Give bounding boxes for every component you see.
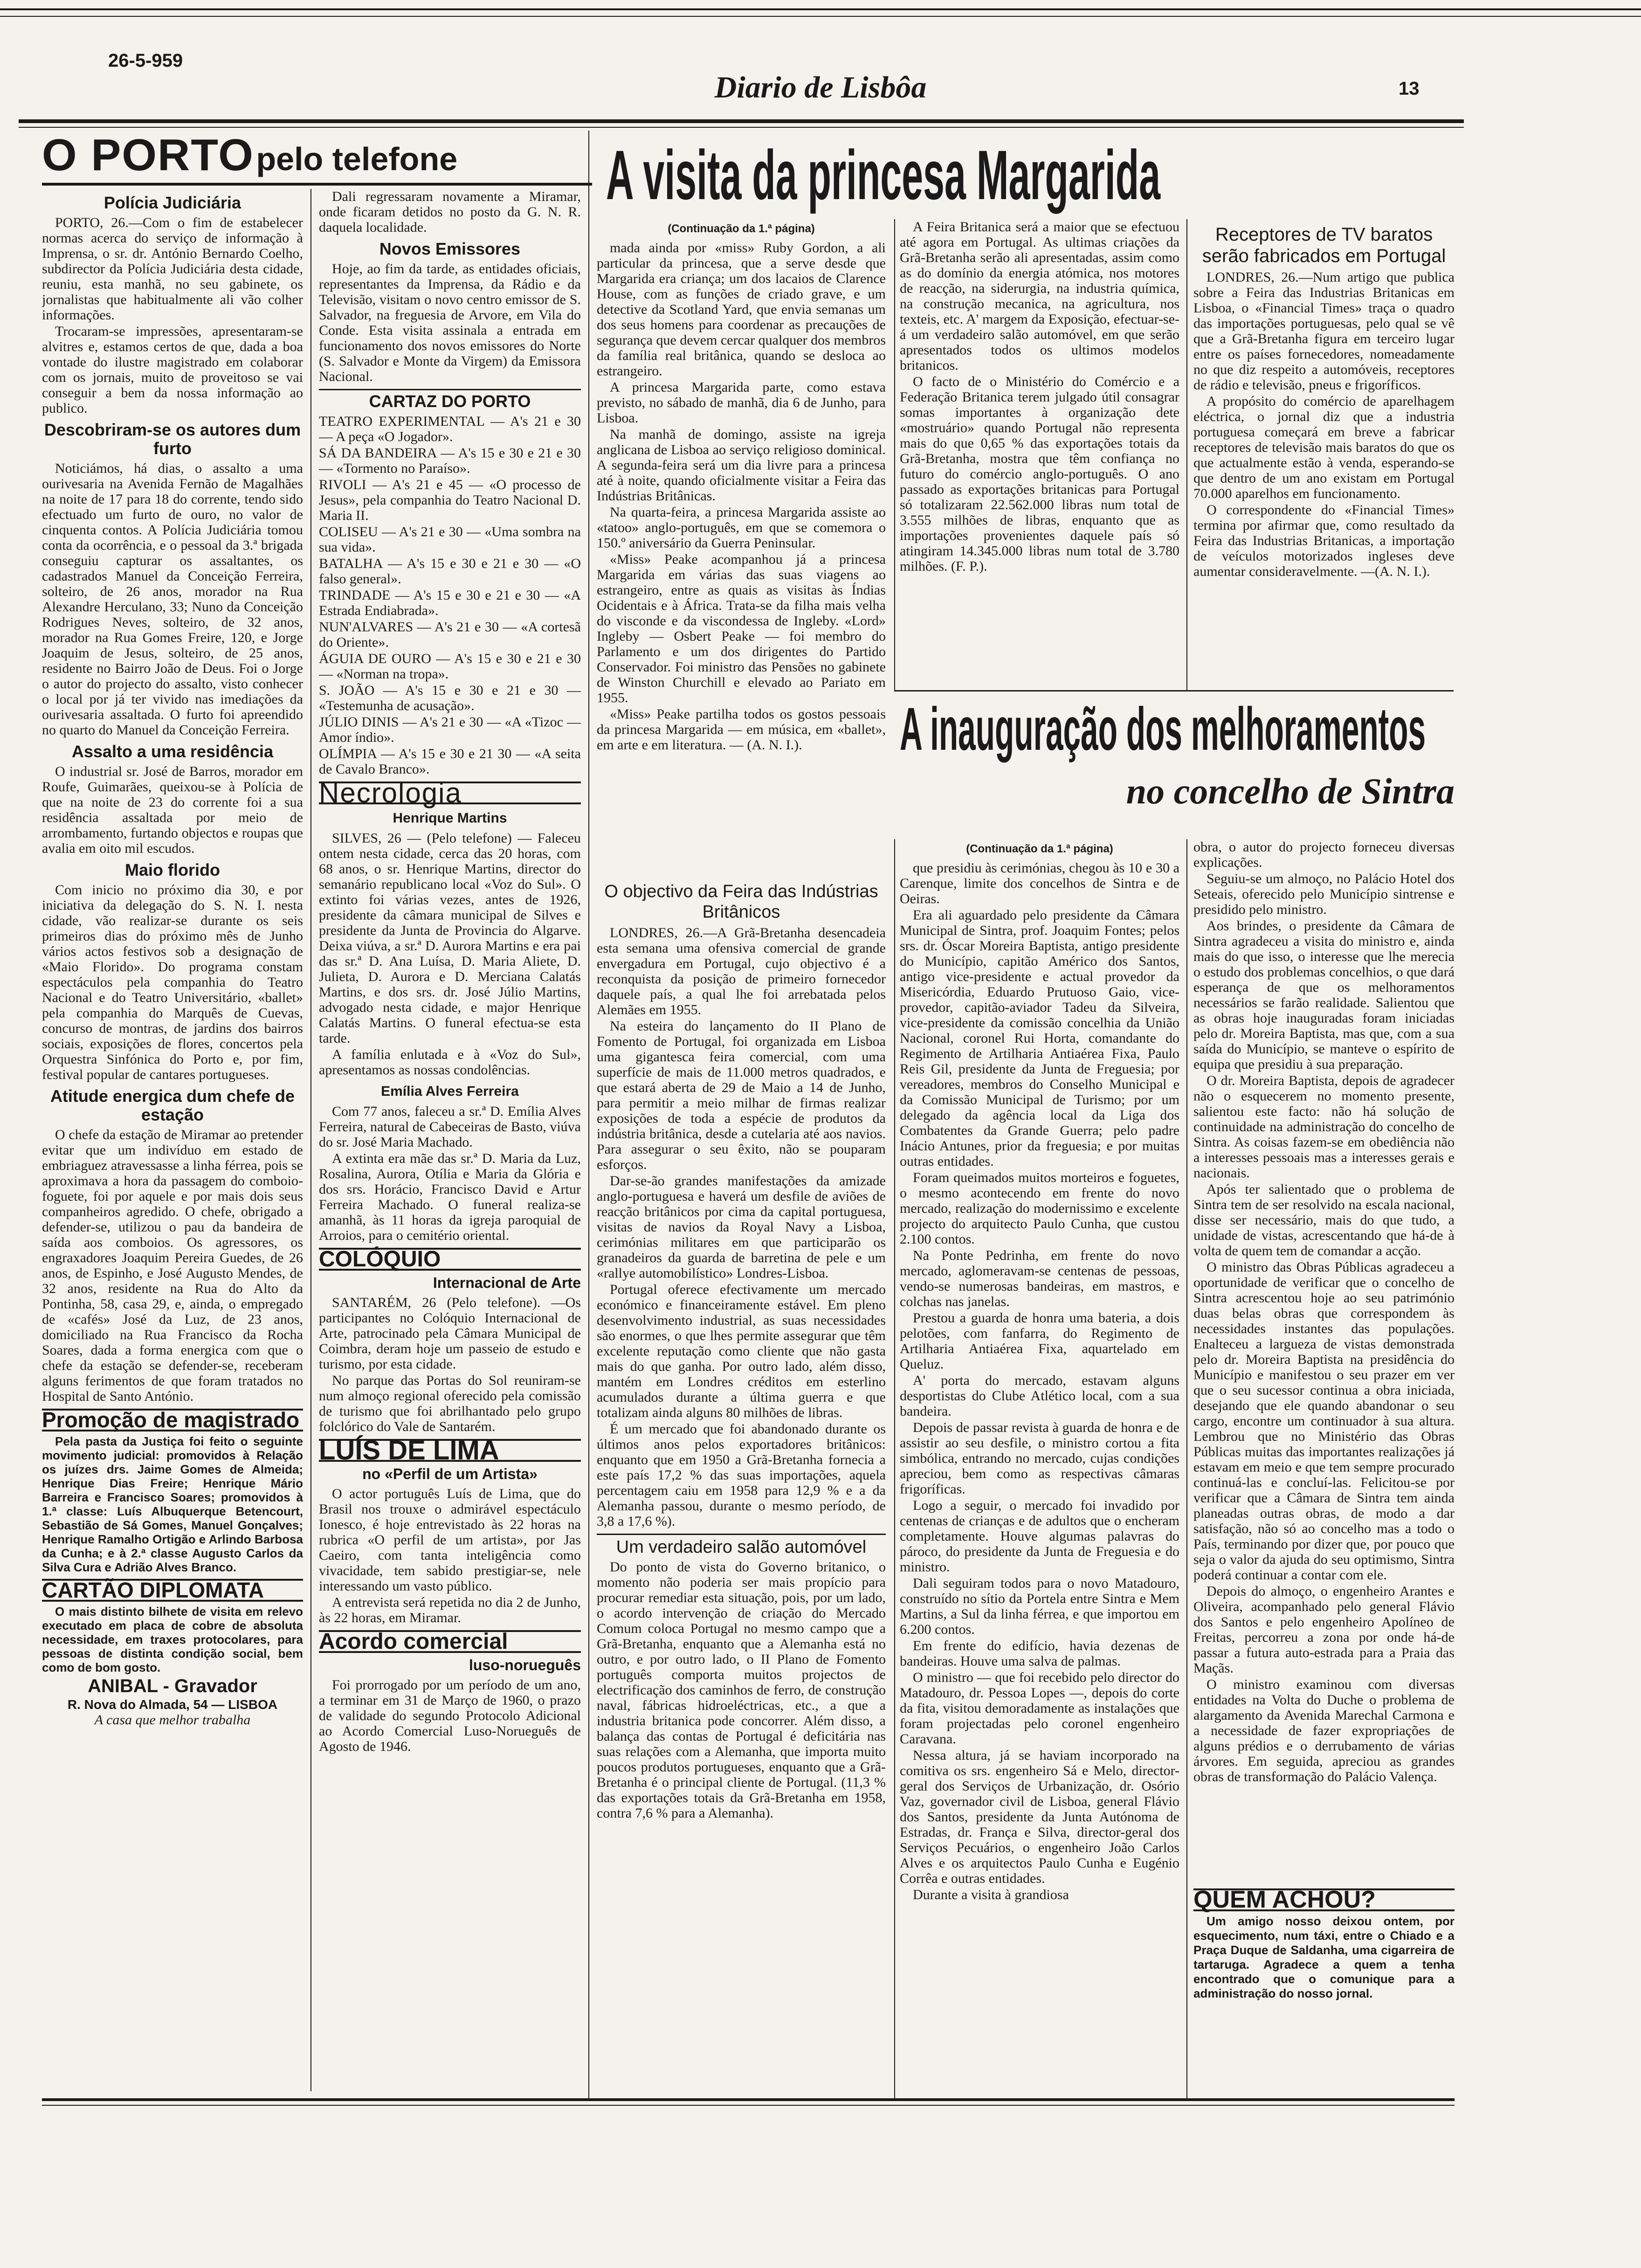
sintra-paragraph: O ministro — que foi recebido pelo director do Matadouro, dr. Pessoa Lopes —, depois do corte da fita, visitou demoradamente as instalações que foram projectadas pelo coronel engenheiro Caravana. (900, 1670, 1179, 1747)
sintra-paragraph: A' porta do mercado, estavam alguns desportistas do Clube Atlético local, com a sua bandeira. (900, 1373, 1179, 1419)
cartaz-item: BATALHA — A's 15 e 30 e 21 e 30 — «O falso general». (319, 556, 581, 587)
porto-column-1 (42, 189, 303, 2082)
margarida-paragraph: mada ainda por «miss» Ruby Gordon, a ali particular da princesa, que a serve desde que Margarida era criança; um dos lacaios de Clarence House, com as funções de criado grave, e um detective da Scotland Yard, que envia semanas um dos seus homens para coordenar as precauções de segurança que devem cercar qualquer dos membros da família real britânica, quando se desloca ao estrangeiro. (597, 240, 886, 379)
column-rule (1186, 839, 1187, 2098)
cartao-tagline: A casa que melhor trabalha (94, 1712, 251, 1728)
descobriram-paragraph: Noticiámos, há dias, o assalto a uma ourivesaria na Avenida Fernão de Magalhães na noite de 17 para 18 do corrente, tendo sido efectuado um furto de ouro, no valor de cinquenta contos. A Polícia Judiciária tomou conta da ocorrência, e o pessoal da 3.ª brigada conseguiu capturar os assaltantes, os cadastrados Manuel da Conceição Ferreira, solteiro, de 26 anos, morador na Rua Alexandre Herculano, 33; Nuno da Conceição Rodrigues Neves, solteiro, de 32 anos, morador na Rua Gomes Freire, 120, e Jorge Joaquim de Jesus, solteiro, de 25 anos, residente no Bairro João de Deus. Foi o Jorge o autor do projecto do assalto, visto conhecer o local por já ter vivido nas imediações da ourivesaria assaltada. O furto foi apreendido no quarto do Manuel da Conceição Ferreira. (42, 461, 303, 738)
atitude-paragraph: O chefe da estação de Miramar ao pretender evitar que um indivíduo em estado de embriaguez atravessasse a linha férrea, pois se aproximava a hora da passagem do comboio-foguete, foi por aquele e por mais dois seus companheiros agredido. O chefe, obrigado a defender-se, utilizou o pau da bandeira de saída aos comboios. Os agressores, os engraxadores Joaquim Pereira Guedes, de 26 anos, de Espinho, e José Augusto Mendes, de 32 anos, residente na Rua do Alto da Pontinha, 58, casa 29, e, ainda, o empregado de «cafés» José da Luz, de 23 anos, domiciliado na Rua Francisco da Rocha Soares, dada a forma energica com que o chefe da estação se defender-se, receberam alguns ferimentos de que foram tratados no Hospital de Santo António. (42, 1127, 303, 1404)
necrologia-heading: Emília Alves Ferreira (381, 1084, 519, 1099)
feira-paragraph: Portugal oferece efectivamente um mercado económico e financeiramente estável. Em pleno desenvolvimento industrial, as suas necessidades são enormes, o que lhes permite assegurar que têm excelente reputação como cliente que não gasta mais do que ganha. Por outro lado, além disso, mantém em Londres créditos em esterlino acumulados durante a última guerra e que totalizam ainda alguns 80 milhões de libras. (597, 1282, 886, 1420)
receptores-paragraph: A propósito do comércio de aparelhagem eléctrica, o jornal diz que a industria portuguesa começará em breve a fabricar receptores de televisão mais baratos do que os que actualmente estão à venda, esperando-se que dentro de um ano existam em Portugal 70.000 aparelhos em funcionamento. (1193, 394, 1455, 501)
achou-box (1193, 1884, 1455, 2089)
cartaz-item: SÁ DA BANDEIRA — A's 15 e 30 e 21 e 30 — «Tormento no Paraíso». (319, 445, 581, 476)
cartaz-item: COLISEU — A's 21 e 30 — «Uma sombra na sua vida». (319, 524, 581, 555)
cartaz-item: TRINDADE — A's 15 e 30 e 21 e 30 — «A Estrada Endiabrada». (319, 588, 581, 618)
cartaz-item: NUN'ALVARES — A's 21 e 30 — «A cortesã do Oriente». (319, 619, 581, 650)
cartaz-item: S. JOÃO — A's 15 e 30 e 21 e 30 — «Testemunha de acusação». (319, 683, 581, 713)
necrologia-paragraph: SILVES, 26 — (Pelo telefone) — Faleceu ontem nesta cidade, cerca das 20 horas, com 68 anos, o sr. Henrique Martins, director do semanário republicano local «Voz do Sul». O extinto foi várias vezes, antes de 1926, presidente da câmara municipal de Silves e presidente da Junta de Provincia do Algarve. Deixa viúva, a sr.ª D. Aurora Martins e era pai das sr.ª D. Ana Luísa, D. Maria Aliete, D. Julieta, D. Aurora e D. Merciana Calatás Martins, e dos srs. dr. José Júlio Martins, advogado nesta cidade, e major Henrique Calatás Martins. O funeral efectua-se esta tarde. (319, 830, 581, 1046)
sintra-paragraph: que presidiu às cerimónias, chegou às 10 e 30 a Carenque, limite dos concelhos de Sintra e de Oeiras. (900, 860, 1179, 906)
feira-column (597, 877, 886, 2089)
sintra-paragraph: Aos brindes, o presidente da Câmara de Sintra agradeceu a visita do ministro e, ainda mais do que isso, o interesse que lhe merecia o estudo dos problemas concelhios, o que dará esperança de que os melhoramentos necessários se farão realidade. Salientou que as obras hoje inauguradas foram iniciadas pelo dr. Moreira Baptista, mas que, com a sua saída do Município, se manteve o espírito de equipa que presidiu à sua preparação. (1193, 918, 1455, 1072)
top-rule (0, 8, 1641, 10)
column-rule (588, 131, 589, 2098)
receptores-column (1193, 219, 1455, 690)
coloquio-paragraph: No parque das Portas do Sol reuniram-se num almoço regional oferecido pela comissão de turismo que foi abrilhantado pelo grupo folclórico do Vale de Santarém. (319, 1373, 581, 1434)
sintra-column-2 (1193, 839, 1455, 1884)
necrologia-paragraph: Com 77 anos, faleceu a sr.ª D. Emília Alves Ferreira, natural de Cabeceiras de Basto, viúva do sr. José Maria Machado. (319, 1104, 581, 1150)
bottom-rule (42, 2098, 1455, 2101)
atitude-heading: Atitude energica dum chefe de estação (50, 1086, 295, 1124)
emissores-paragraph: Hoje, ao fim da tarde, as entidades oficiais, representantes da Imprensa, da Rádio e da Televisão, visitam o novo centro emissor de S. Salvador, na freguesia de Arvore, em Vila do Conde. Esta visita assinala a entrada em funcionamento dos novos emissores do Norte (S. Salvador e Monte da Virgem) da Emissora Nacional. (319, 261, 581, 384)
sintra-paragraph: Após ter salientado que o problema de Sintra tem de ser resolvido na escala nacional, disse ser necessário, mais do que tudo, a unidade de vistas, acrescentando que há-de à volta de quem tem de comandar a acção. (1193, 1182, 1455, 1258)
margarida-paragraph: O facto de o Ministério do Comércio e a Federação Britanica terem julgado útil consagrar somas importantes à organização dete «mostruário» quando Portugal não representa mais do que 0,65 % das exportações totais da Grã-Bretanha, mostra que têm confiança no futuro do comércio anglo-português. O ano passado as exportações britanicas para Portugal só totalizaram 22.562.000 libras num total de 3.555 milhões de libras, enquanto que as importações provenientes daquele país só atingiram 14.345.000 libras num total de 3.780 milhões. (F. P.). (900, 374, 1179, 574)
sintra-paragraph: O ministro examinou com diversas entidades na Volta do Duche o problema de alargamento da Avenida Marechal Carmona e a necessidade de fazer expropriações de alguns prédios e o derrubamento de várias árvores. Em seguida, apreciou as grandes obras de transformação do Palácio Valença. (1193, 1677, 1455, 1784)
maio-heading: Maio florido (125, 860, 220, 879)
receptores-paragraph: O correspondente do «Financial Times» termina por afirmar que, como resultado da Feira das Industrias Britanicas, a importação de veículos motorizados ingleses deve aumentar consideravelmente. —(A. N. I.). (1193, 502, 1455, 579)
sintra-paragraph: Em frente do edifício, havia dezenas de bandeiras. Houve uma salva de palmas. (900, 1638, 1179, 1669)
cartaz-list (319, 414, 581, 777)
achou-paragraph: Um amigo nosso deixou ontem, por esquecimento, num táxi, entre o Chiado e a Praça Duque de Saldanha, uma cigarreira de tartaruga. Agradece a quem a tenha encontrado que o comunique para a administração do nosso jornal. (1193, 1914, 1455, 2000)
sintra-paragraph: Seguiu-se um almoço, no Palácio Hotel dos Seteais, oferecido pelo Município sintrense e presidido pelo ministro. (1193, 871, 1455, 917)
page-number: 13 (1399, 78, 1420, 99)
sintra-subheadline: no concelho de Sintra (1126, 771, 1455, 811)
luis-paragraph: O actor português Luís de Lima, que do Brasil nos trouxe o admirável espectáculo Ionesco, é hoje entrevistado às 22 horas na rubrica «O perfil de um artista», por Jas Caeiro, com tanta inteligência como vivacidade, tem sabido prestigiar-se, nele interessando um vasto público. (319, 1486, 581, 1594)
sintra-paragraph: O dr. Moreira Baptista, depois de agradecer não o esquecerem no momento presente, salientou este facto: não há solução de continuidade na administração do concelho de Sintra. As coisas fazem-se em obediência não a interesses pessoais mas a interesses gerais e nacionais. (1193, 1073, 1455, 1181)
sintra-paragraph: Na Ponte Pedrinha, em frente do novo mercado, aglomeravam-se centenas de pessoas, vendo-se numerosas bandeiras, em mastros, e colchas nas janelas. (900, 1248, 1179, 1309)
margarida-paragraph: A princesa Margarida parte, como estava previsto, no sábado de manhã, dia 6 de Junho, para Lisboa. (597, 380, 886, 426)
promocao-paragraph: Pela pasta da Justiça foi feito o seguinte movimento judicial: promovidos à Relação os juízes drs. Jaime Gomes de Almeida; Henrique Dias Freire; Henrique Mário Barreira e Francisco Soares; promovidos à 1.ª classe: Luís Albuquerque Betencourt, Sebastião de Sá Gomes, Manuel Gonçalves; Henrique Ramalho Ortigão e Arlindo Barbosa da Cunha; e à 2.ª classe Augusto Carlos da Silva Cura e Adrião Alves Branco. (42, 1434, 303, 1574)
margarida-paragraph: Na manhã de domingo, assiste na igreja anglicana de Lisboa ao serviço religioso dominical. A segunda-feira será um dia livre para a princesa até à noite, quando oficialmente visitar a Feira das Indústrias Britânicas. (597, 427, 886, 504)
porto-column-2 (319, 189, 581, 2082)
sintra-paragraph: Prestou a guarda de honra uma bateria, a dois pelotões, com fanfarra, do Regimento de Artilharia Antiaérea Fixa, aquartelado em Queluz. (900, 1310, 1179, 1372)
policia-paragraph: Trocaram-se impressões, apresentaram-se alvitres e, estamos certos de que, dada a boa vontade do ilustre magistrado em colaborar com os jornais, muito de proveitoso se vai conseguir a bem da nossa informação ao publico. (42, 324, 303, 416)
sintra-paragraph: O ministro das Obras Públicas agradeceu a oportunidade de verificar que o concelho de Sintra acrescentou hoje ao seu património duas belas obras que correspondem às necessidades instantes das populações. Enalteceu a largueza de vistas demonstrada pelo dr. Moreira Baptista na presidência do Município e manifestou o seu prazer em ver que o seu sucessor continua a obra iniciada, desejando que ele quando abandonar o seu cargo, encontre um continuador à sua altura. Lembrou que no Ministério das Obras Públicas muitas das importantes realizações já estavam em meio e que tem sempre procurado continuá-las e concluí-las. Felicitou-se por verificar que a Câmara de Sintra tem ainda planeadas outras obras, de modo a dar satisfação, não só ao concelho mas a todo o País, terminando por dizer que, por pouco que seja o valor da ajuda do seu optimismo, Sintra poderá continuar a contar com ele. (1193, 1259, 1455, 1583)
luis-paragraph: A entrevista será repetida no dia 2 de Junho, às 22 horas, em Miramar. (319, 1595, 581, 1625)
cartao-paragraph: O mais distinto bilhete de visita em relevo executado em placa de cobre de absoluta necessidade, em traxes protocolares, para pessoas de distinta condição social, bem como de bom gosto. (42, 1604, 303, 1674)
porto-title-bold: O PORTO (42, 130, 254, 180)
sintra-paragraph: Logo a seguir, o mercado foi invadido por centenas de crianças e de adultos que o encheram completamente. Houve algumas palavras do pároco, do presidente da Junta de Freguesia e do ministro. (900, 1498, 1179, 1575)
header-rule-thin (19, 127, 1464, 128)
column-rule (310, 189, 311, 2091)
sintra-paragraph: Era ali aguardado pelo presidente da Câmara Municipal de Sintra, prof. Joaquim Fontes; pelos srs. dr. Óscar Moreira Baptista, antigo presidente do Município, capitão Américo dos Santos, antigo vice-presidente e actual provedor da Misericórdia, Eduardo Prutuoso Gaio, vice-provedor, capitão-aviador Tadeu da Silveira, vice-presidente da comissão concelhia da União Nacional, coronel Rui Horta, comandante do Regimento de Artilharia Antiaérea Fixa, Paulo Reis Gil, presidente da Junta de Freguesia; por vereadores, membros do Conselho Municipal e da Comissão Municipal de Turismo; por um delegado da agência local da Liga dos Combatentes da Grande Guerra; pelo padre Inácio Antunes, prior da freguesia; e por muitas outras entidades. (900, 907, 1179, 1169)
sintra-headline-box (900, 694, 1455, 768)
cartaz-item: JÚLIO DINIS — A's 21 e 30 — «A «Tizoc — Amor índio». (319, 714, 581, 745)
margarida-paragraph: A Feira Britanica será a maior que se efectuou até agora em Portugal. As ultimas criações da Grã-Bretanha serão ali apresentadas, assim como as do domínio da energia atómica, nos motores de reacção, na siderurgia, na industria química, na construção mecanica, na agricultura, nos texteis, etc. A' margem da Exposição, efectuar-se-á um verdadeiro salão automóvel, em que serão apresentados todos os ultimos modelos britanicos. (900, 219, 1179, 373)
sintra-paragraph: Dali seguiram todos para o novo Matadouro, construído no sítio da Portela entre Sintra e Mem Martins, a Sul da linha férrea, e que importou em 6.200 contos. (900, 1576, 1179, 1637)
receptores-paragraph: LONDRES, 26.—Num artigo que publica sobre a Feira das Industrias Britanicas em Lisboa, o «Financial Times» traça o quadro das importações portuguesas, pelo qual se vê que a Grã-Bretanha figura em terceiro lugar entre os países fornecedores, nomeadamente no que diz respeito a automóveis, receptores de rádio e televisão, pneus e frigoríficos. (1193, 270, 1455, 393)
porto-title (42, 130, 587, 182)
sintra-paragraph: Durante a visita à grandiosa (913, 1887, 1069, 1902)
maio-paragraph: Com inicio no próximo dia 30, e por iniciativa da delegação do S. N. I. nesta cidade, vão realizar-se durante os seis primeiros dias do próximo mês de Junho vários actos festivos sob a designação de «Maio Florido». Do programa constam espectáculos pela companhia do Teatro Nacional e do Teatro Universitário, «ballet» pela companhia do Marquês de Cuevas, concurso de montras, de jardins dos bairros sociais, exposições de flores, concertos pela Orquestra Sinfónica do Porto e, por fim, festival popular de cantares portugueses. (42, 882, 303, 1082)
margarida-headline-box (606, 135, 1352, 214)
emissores-heading: Novos Emissores (379, 239, 521, 258)
porto-title-rest: pelo telefone (256, 141, 458, 177)
necrologia-title: Necrologia (319, 781, 581, 804)
sintra-headline: A inauguração dos melhoramentos (900, 695, 1426, 763)
bottom-rule-thin (42, 2105, 1455, 2106)
cartao-name: ANIBAL - Gravador (88, 1676, 257, 1696)
salao-paragraph: Do ponto de vista do Governo britanico, o momento não poderia ser mais propício para procurar remediar esta situação, pois, por um lado, o acordo intervenção de criação do Mercado Comum coloca Portugal no mesmo campo que a Grã-Bretanha, enquanto que a Alemanha está no outro, e por outro lado, o II Plano de Fomento português comporta muitos projectos de electrificação dos caminhos de ferro, de construção naval, fábricas hidroeléctricas, etc., a que a industria britanica pode concorrer. Além disso, a balança das contas de Portugal é deficitária nas suas relações com a Alemanha, que importa muito poucos produtos portugueses, enquanto que a Grã-Bretanha é o principal cliente de Portugal. (11,3 % das exportações totais da Grã-Bretanha em 1958, contra 7,6 % para a Alemanha). (597, 1559, 886, 1821)
sintra-paragraph: Nessa altura, já se haviam incorporado na comitiva os srs. engenheiro Sá e Melo, director-geral dos Serviços de Urbanização, dr. Osório Vaz, governador civil de Lisboa, general Flávio dos Santos, presidente da Junta Autónoma de Estradas, dr. França e Silva, director-geral dos Serviços Pecuários, o engenheiro João Carlos Alves e os arquitectos Paulo Cunha e Eugénio Corrêa e outras entidades. (900, 1748, 1179, 1886)
luis-subtitle: no «Perfil de um Artista» (362, 1466, 538, 1482)
feira-paragraph: LONDRES, 26.—A Grã-Bretanha desencadeia esta semana uma ofensiva comercial de grande envergadura em Portugal, cujo objectivo é a reconquista da posição de primeiro fornecedor daquele país, a qual lhe foi arrebatada pelos Alemães em 1955. (597, 925, 886, 1017)
sintra-continuation-note: (Continuação da 1.ª página) (966, 843, 1113, 855)
porto-title-rule (42, 183, 592, 186)
luis-title: LUÍS DE LIMA (319, 1439, 581, 1462)
receptores-heading: Receptores de TV baratos serão fabricados em Portugal (1202, 224, 1446, 266)
necrologia-heading: Henrique Martins (393, 810, 507, 826)
column-rule (894, 839, 895, 2098)
sintra-paragraph: Depois de passar revista à guarda de honra e de assistir ao seu desfile, o ministro cortou a fita simbólica, entrando no mercado, cujas condições apreciou, bem como as respectivas câmaras frigoríficas. (900, 1420, 1179, 1497)
margarida-column-1 (597, 219, 886, 872)
assalto-heading: Assalto a uma residência (71, 742, 274, 761)
acordo-subtitle: luso-norueguês (469, 1657, 581, 1673)
margarida-continuation-note: (Continuação da 1.ª página) (668, 222, 815, 235)
feira-heading: O objectivo da Feira das Indústrias Britânicos (604, 882, 878, 922)
sintra-paragraph: Foram queimados muitos morteiros e foguetes, o mesmo acontecendo em frente do novo mercado, realização do modernissimo e excelente projecto do arquitecto Paulo Cunha, que custou 2.100 contos. (900, 1170, 1179, 1247)
coloquio-title: COLÓQUIO (319, 1248, 581, 1271)
sintra-top-rule (894, 690, 1454, 691)
promocao-title: Promoção de magistrado (42, 1409, 303, 1431)
column-rule (1186, 219, 1187, 690)
masthead: Diario de Lisbôa (714, 70, 927, 104)
page-date: 26-5-959 (108, 50, 183, 71)
salao-heading: Um verdadeiro salão automóvel (597, 1534, 886, 1556)
margarida-paragraph: Na quarta-feira, a princesa Margarida assiste ao «tatoo» anglo-português, em que se comemora o 150.º aniversário da Guerra Peninsular. (597, 505, 886, 551)
cartao-title: CARTÃO DIPLOMATA (42, 1579, 303, 1602)
feira-paragraph: É um mercado que foi abandonado durante os últimos anos pelos exportadores britânicos: enquanto que em 1950 a Grã-Bretanha fornecia a este país 17,2 % das suas importações, aquela percentagem caiu em 1958 para 12,9 % e a da Alemanha passou, durante o mesmo período, de 3,8 a 17,6 %). (597, 1421, 886, 1529)
cartaz-item: TEATRO EXPERIMENTAL — A's 21 e 30 — A peça «O Jogador». (319, 414, 581, 444)
achou-title: QUEM ACHOU? (1193, 1888, 1455, 1911)
porto-continuation-paragraph: Dali regressaram novamente a Miramar, onde ficaram detidos no posto da G. N. R. daquela localidade. (319, 189, 581, 235)
policia-paragraph: PORTO, 26.—Com o fim de estabelecer normas acerca do serviço de informação à Imprensa, o sr. dr. António Bernardo Coelho, subdirector da Polícia Judiciária desta cidade, reuniu, esta manhã, no seu gabinete, os jornalistas que habitualmente ali vão colher informações. (42, 215, 303, 323)
margarida-paragraph: «Miss» Peake partilha todos os gostos pessoais da princesa Margarida — em música, em «ballet», em arte e em literatura. — (A. N. I.). (597, 706, 886, 753)
coloquio-paragraph: SANTARÉM, 26 (Pelo telefone). —Os participantes no Colóquio Internacional de Arte, patrocinado pela Câmara Municipal de Coimbra, deram hoje um passeio de estudo e turismo, por esta cidade. (319, 1295, 581, 1372)
descobriram-heading: Descobriram-se os autores dum furto (44, 420, 301, 458)
feira-paragraph: Na esteira do lançamento do II Plano de Fomento de Portugal, foi organizada em Lisboa uma gigantesca feira comercial, com uma superfície de mais de 11.000 metros quadrados, e que estará aberta de 29 de Maio a 14 de Junho, para permitir a meio milhar de firmas realizar exposições de toda a espécie de produtos da indústria britânica, desde a cutelaria até aos navios. Para assegurar o seu êxito, não se pouparam esforços. (597, 1018, 886, 1172)
top-rule-thin (0, 16, 1641, 17)
margarida-headline: A visita da princesa Margarida (606, 136, 1161, 214)
assalto-paragraph: O industrial sr. José de Barros, morador em Roufe, Guimarães, queixou-se à Polícia de que na noite de 23 do corrente foi a sua residência assaltada por meio de arrombamento, furtando objectos e roupas que avalia em oito mil escudos. (42, 764, 303, 856)
sintra-paragraph: Depois do almoço, o engenheiro Arantes e Oliveira, acompanhado pelo general Flávio dos Santos e pelo engenheiro Apolíneo de Freitas, percorreu a zona por onde há-de passar a futura auto-estrada para a Praia das Maçãs. (1193, 1583, 1455, 1676)
policia-heading: Polícia Judiciária (103, 193, 241, 212)
sintra-paragraph: obra, o autor do projecto forneceu diversas explicações. (1193, 839, 1455, 870)
acordo-paragraph: Foi prorrogado por um período de um ano, a terminar em 31 de Março de 1960, o prazo de validade do segundo Protocolo Adicional ao Acordo Comercial Luso-Norueguês de Agosto de 1946. (319, 1677, 581, 1754)
cartaz-item: ÁGUIA DE OURO — A's 15 e 30 e 21 e 30 — «Norman na tropa». (319, 651, 581, 682)
margarida-column-2 (900, 219, 1179, 690)
feira-paragraph: Dar-se-ão grandes manifestações da amizade anglo-portuguesa e haverá um desfile de aviões de reacção britânicos por cima da capital portuguesa, visitas de navios da Royal Navy a Lisboa, cerimónias militares em que participarão os granadeiros da guarda de barretina de pele e um «rallye automobilístico» Londres-Lisboa. (597, 1173, 886, 1281)
sintra-column-1 (900, 839, 1179, 2089)
necrologia-paragraph: A família enlutada e à «Voz do Sul», apresentamos as nossas condolências. (319, 1047, 581, 1078)
column-rule (894, 219, 895, 690)
cartaz-heading: CARTAZ DO PORTO (319, 389, 581, 411)
header-rule (19, 119, 1464, 123)
acordo-title: Acordo comercial (319, 1630, 581, 1653)
margarida-paragraph: «Miss» Peake acompanhou já a princesa Margarida em várias das suas viagens ao estrangeiro, entre as quais as visitas às Índias Ocidentais e à África. Trata-se da filha mais velha do visconde e da viscondessa de Ingleby. «Lord» Ingleby — Osbert Peake — foi membro do Parlamento e um dos dirigentes do Partido Conservador. Foi ministro das Pensões no gabinete de Winston Churchill e elevado ao Pariato em 1955. (597, 552, 886, 705)
necrologia-paragraph: A extinta era mãe das sr.ª D. Maria da Luz, Rosalina, Aurora, Otília e Maria da Glória e dos srs. Horácio, Francisco David e Artur Ferreira Machado. O funeral realiza-se amanhã, às 11 horas da igreja paroquial de Arroios, para o cemitério oriental. (319, 1151, 581, 1243)
coloquio-subtitle: Internacional de Arte (433, 1274, 581, 1291)
cartao-address: R. Nova do Almada, 54 — LISBOA (67, 1697, 278, 1712)
cartaz-item: OLÍMPIA — A's 15 e 30 e 21 30 — «A seita de Cavalo Branco». (319, 746, 581, 777)
cartaz-item: RIVOLI — A's 21 e 45 — «O processo de Jesus», pela companhia do Teatro Nacional D. Maria II. (319, 477, 581, 523)
